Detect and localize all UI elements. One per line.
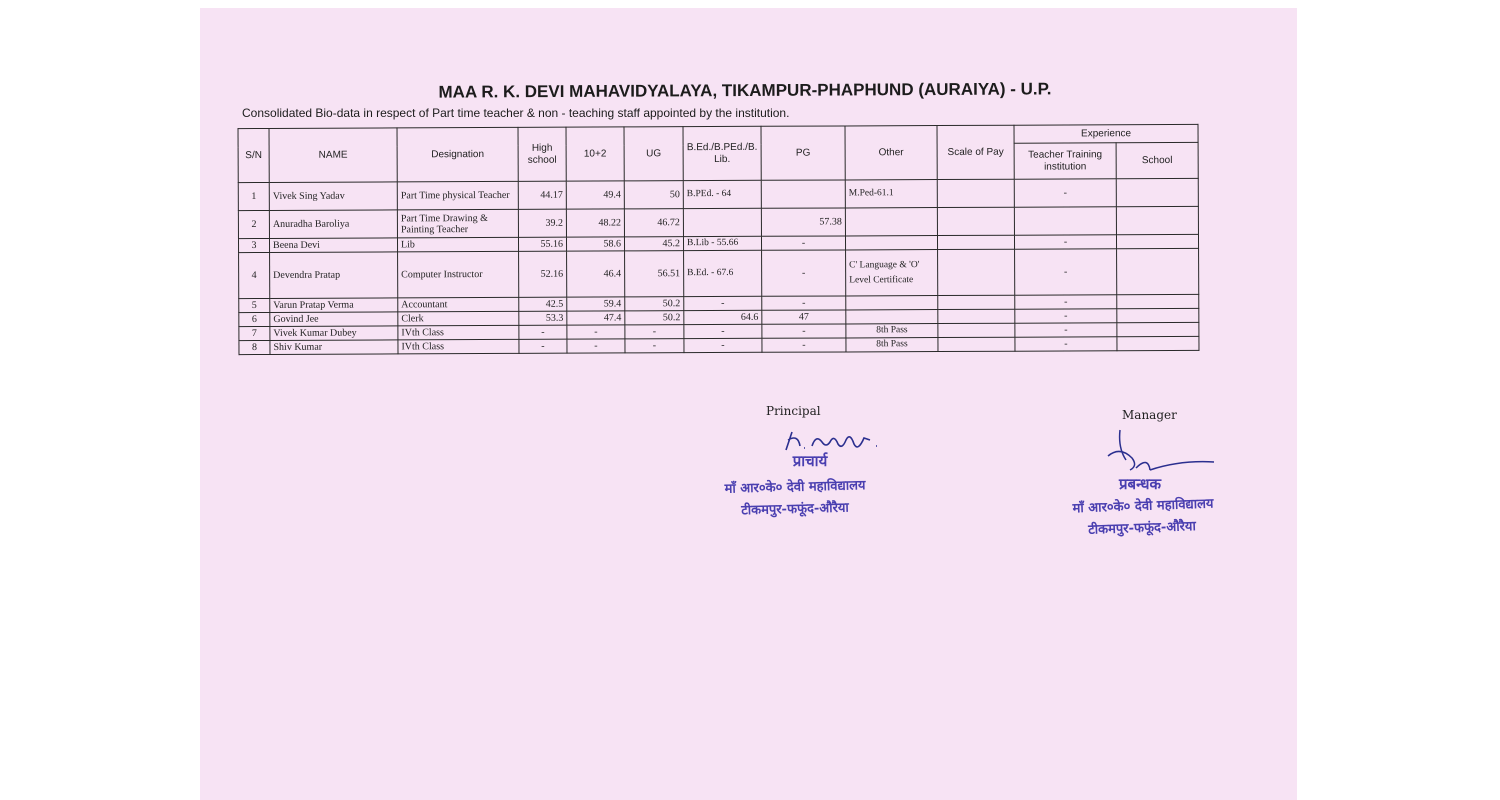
cell-name: Varun Pratap Verma [270,298,398,313]
cell-teacher-training [1014,207,1116,235]
cell-high-school: 55.16 [518,237,566,251]
cell-other [846,310,938,324]
cell-pg: - [762,338,846,352]
cell-school [1117,336,1199,350]
cell-teacher-training: - [1014,179,1116,207]
col-scale-of-pay: Scale of Pay [937,125,1014,179]
cell-scale [938,309,1015,323]
table-row [238,206,1198,238]
cell-high-school: - [519,325,567,339]
cell-pg: - [762,296,846,310]
cell-ug: - [625,325,684,339]
cell-ug: 45.2 [624,237,683,251]
col-other: Other [845,126,937,180]
cell-ug: 46.72 [624,209,683,237]
cell-school [1117,248,1199,294]
cell-designation: IVth Class [398,339,519,354]
principal-stamp-address: टीकमपुर-फफूंद-औरैया [741,500,850,519]
cell-10plus2: 46.4 [567,251,625,297]
cell-sn: 6 [239,312,270,326]
signature-stroke-icon [1108,430,1214,470]
table-row [238,178,1198,210]
cell-10plus2: - [567,325,625,339]
signature-stroke-icon [786,432,877,450]
col-teacher-training: Teacher Training institution [1014,143,1116,179]
cell-ug: 50.2 [625,311,684,325]
cell-bed: - [684,296,762,310]
cell-scale [938,337,1015,351]
cell-ug: 56.51 [625,251,684,297]
cell-sn: 5 [239,298,270,312]
col-experience: Experience [1014,124,1198,143]
cell-high-school: 42.5 [519,297,567,311]
cell-high-school: 39.2 [518,209,566,237]
cell-designation: Part Time Drawing & Painting Teacher [397,209,518,238]
cell-other [846,296,938,310]
cell-bed: - [684,324,762,338]
cell-teacher-training: - [1015,309,1117,323]
cell-school [1117,322,1199,336]
cell-pg: 47 [762,310,846,324]
cell-teacher-training: - [1015,249,1117,295]
cell-designation: Computer Instructor [398,251,519,298]
cell-other [845,236,937,250]
cell-name: Anuradha Baroliya [269,210,397,239]
document-subtitle: Consolidated Bio-data in respect of Part time teacher & non - teaching staff appointed by the institution. [242,106,790,120]
cell-sn: 1 [238,182,269,210]
cell-name: Govind Jee [270,312,398,327]
cell-high-school: 53.3 [519,311,567,325]
cell-name: Devendra Pratap [270,252,398,299]
cell-10plus2: 58.6 [566,237,624,251]
cell-other: 8th Pass [846,338,938,352]
cell-bed: B.Lib - 55.66 [683,236,761,250]
cell-name: Vivek Sing Yadav [269,182,397,211]
cell-school [1117,294,1199,308]
table-row [239,336,1199,354]
document-page [200,8,1297,800]
cell-name: Beena Devi [269,238,397,253]
cell-bed: - [684,338,762,352]
col-designation: Designation [397,127,518,182]
principal-label: Principal [766,404,821,418]
cell-name: Vivek Kumar Dubey [270,326,398,341]
cell-school [1116,234,1198,248]
col-bed: B.Ed./B.PEd./B. Lib. [683,126,761,180]
cell-scale [937,179,1014,207]
cell-teacher-training: - [1014,235,1116,249]
col-10plus2: 10+2 [566,127,624,181]
staff-table [238,124,1200,355]
col-pg: PG [761,126,845,180]
cell-scale [938,249,1015,295]
col-sn: S/N [238,128,269,182]
cell-ug: 50.2 [625,297,684,311]
col-high-school: High school [518,127,566,181]
cell-high-school: - [519,339,567,353]
manager-signature [1090,426,1220,476]
cell-ug: 50 [624,181,683,209]
manager-stamp-address: टीकमपुर-फफूंद-औरैया [1087,519,1197,538]
col-ug: UG [624,127,683,181]
cell-bed [683,208,761,236]
cell-other: C' Language & 'O' Level Certificate [846,250,938,296]
cell-school [1117,308,1199,322]
cell-designation: Accountant [398,297,519,312]
manager-stamp-college: माँ आर०के० देवी महाविद्यालय [1072,496,1214,517]
cell-bed: 64.6 [684,310,762,324]
cell-10plus2: 59.4 [567,297,625,311]
cell-sn: 3 [238,238,269,252]
cell-10plus2: 49.4 [566,181,624,209]
cell-other: M.Ped-61.1 [845,180,937,208]
cell-school [1116,206,1198,234]
cell-sn: 2 [238,210,269,238]
cell-ug: - [625,339,684,353]
cell-designation: Lib [397,237,518,252]
cell-teacher-training: - [1015,295,1117,309]
cell-bed: B.PEd. - 64 [683,180,761,208]
cell-high-school: 52.16 [519,251,567,297]
cell-other: 8th Pass [846,324,938,338]
cell-teacher-training: - [1015,337,1117,351]
cell-scale [938,323,1015,337]
cell-school [1116,178,1198,206]
table-row [239,248,1199,298]
cell-bed: B.Ed. - 67.6 [684,250,762,296]
cell-designation: Part Time physical Teacher [397,181,518,210]
cell-pg: 57.38 [761,208,845,236]
cell-pg [761,180,845,208]
cell-10plus2: - [567,339,625,353]
col-school: School [1116,142,1198,178]
cell-high-school: 44.17 [518,181,566,209]
cell-scale [938,295,1015,309]
manager-stamp-title: प्रबन्धक [1118,475,1161,493]
cell-other [845,208,937,236]
cell-sn: 4 [239,252,270,298]
cell-10plus2: 48.22 [566,209,624,237]
cell-sn: 7 [239,326,270,340]
cell-name: Shiv Kumar [270,340,398,355]
col-name: NAME [269,128,397,183]
principal-stamp-title: प्राचार्य [792,452,828,470]
cell-sn: 8 [239,340,270,354]
cell-designation: Clerk [398,311,519,326]
cell-pg: - [761,236,845,250]
cell-teacher-training: - [1015,323,1117,337]
cell-designation: IVth Class [398,325,519,340]
principal-stamp-college: माँ आर०के० देवी महाविद्यालय [724,478,866,497]
cell-pg: - [762,250,846,296]
manager-label: Manager [1122,408,1177,422]
cell-pg: - [762,324,846,338]
cell-scale [937,235,1014,249]
cell-10plus2: 47.4 [567,311,625,325]
cell-scale [937,207,1014,235]
institution-title: MAA R. K. DEVI MAHAVIDYALAYA, TIKAMPUR-PHAPHUND (AURAIYA) - U.P. [438,79,1052,102]
